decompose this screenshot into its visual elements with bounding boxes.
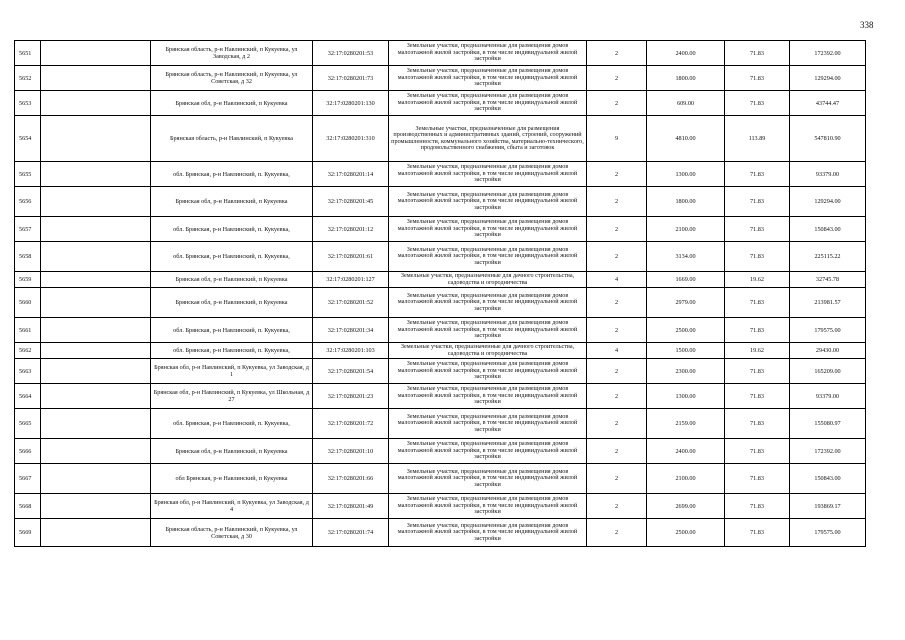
row-permitted-use: Земельные участки, предназначенные для дачного строительства, садоводства и огородничества [389, 343, 587, 359]
row-permitted-use: Земельные участки, предназначенные для размещения домов малоэтажной жилой застройки, в том числе индивидуальной жилой застройки [389, 217, 587, 242]
row-cadastral-value: 32745.78 [790, 272, 866, 288]
row-cadastral-number: 32:17:0280201:103 [313, 343, 389, 359]
row-cadastral-number: 32:17:0280201:10 [313, 439, 389, 464]
row-spacer [41, 494, 151, 519]
table-row [15, 318, 866, 343]
table-row [15, 116, 866, 162]
row-area: 2500.00 [647, 519, 725, 547]
page-number: 338 [860, 20, 874, 30]
row-cadastral-value: 213981.57 [790, 288, 866, 318]
row-area: 2100.00 [647, 464, 725, 494]
row-specific-value: 71.83 [725, 217, 790, 242]
row-number: 5664 [15, 384, 41, 409]
row-category: 2 [587, 409, 647, 439]
row-category: 2 [587, 318, 647, 343]
row-specific-value: 113.89 [725, 116, 790, 162]
row-cadastral-number: 32:17:0280201:73 [313, 66, 389, 91]
row-specific-value: 71.83 [725, 41, 790, 66]
row-specific-value: 71.83 [725, 288, 790, 318]
table-row [15, 343, 866, 359]
row-address: обл. Брянская, р-н Навлинский, п. Кукуевка, [151, 409, 313, 439]
row-cadastral-number: 32:17:0280201:72 [313, 409, 389, 439]
row-address: обл. Брянская, р-н Навлинский, п. Кукуевка, [151, 343, 313, 359]
row-area: 2159.00 [647, 409, 725, 439]
row-cadastral-number: 32:17:0280201:310 [313, 116, 389, 162]
row-cadastral-value: 129294.00 [790, 187, 866, 217]
row-category: 2 [587, 464, 647, 494]
row-address: Брянская область, р-н Навлинский, п Кукуевка, ул Заводская, д 2 [151, 41, 313, 66]
row-cadastral-number: 32:17:0280201:53 [313, 41, 389, 66]
row-category: 2 [587, 439, 647, 464]
row-permitted-use: Земельные участки, предназначенные для размещения домов малоэтажной жилой застройки, в том числе индивидуальной жилой застройки [389, 242, 587, 272]
row-number: 5655 [15, 162, 41, 187]
row-category: 9 [587, 116, 647, 162]
table-row [15, 217, 866, 242]
row-area: 1800.00 [647, 66, 725, 91]
row-address: обл. Брянская, р-н Навлинский, п. Кукуевка, [151, 162, 313, 187]
row-spacer [41, 66, 151, 91]
row-number: 5663 [15, 359, 41, 384]
row-specific-value: 71.83 [725, 439, 790, 464]
row-spacer [41, 91, 151, 116]
row-spacer [41, 242, 151, 272]
cadastral-value-table [14, 40, 866, 547]
row-specific-value: 19.62 [725, 272, 790, 288]
row-address: Брянская область, р-н Навлинский, п Кукуевка [151, 116, 313, 162]
row-number: 5656 [15, 187, 41, 217]
table-row [15, 66, 866, 91]
row-specific-value: 71.83 [725, 519, 790, 547]
row-permitted-use: Земельные участки, предназначенные для размещения домов малоэтажной жилой застройки, в том числе индивидуальной жилой застройки [389, 41, 587, 66]
row-cadastral-number: 32:17:0280201:74 [313, 519, 389, 547]
row-spacer [41, 359, 151, 384]
table-row [15, 494, 866, 519]
row-cadastral-value: 165209.00 [790, 359, 866, 384]
row-permitted-use: Земельные участки, предназначенные для размещения домов малоэтажной жилой застройки, в том числе индивидуальной жилой застройки [389, 288, 587, 318]
row-area: 1800.00 [647, 187, 725, 217]
table-row [15, 162, 866, 187]
row-spacer [41, 343, 151, 359]
row-cadastral-value: 547810.90 [790, 116, 866, 162]
row-permitted-use: Земельные участки, предназначенные для размещения домов малоэтажной жилой застройки, в том числе индивидуальной жилой застройки [389, 439, 587, 464]
row-category: 4 [587, 272, 647, 288]
row-address: обл. Брянская, р-н Навлинский, п. Кукуевка, [151, 318, 313, 343]
row-address: Брянская область, р-н Навлинский, п Кукуевка, ул Советская, д 32 [151, 66, 313, 91]
row-specific-value: 71.83 [725, 91, 790, 116]
row-spacer [41, 116, 151, 162]
row-specific-value: 71.83 [725, 409, 790, 439]
row-spacer [41, 318, 151, 343]
row-cadastral-number: 32:17:0280201:12 [313, 217, 389, 242]
row-specific-value: 71.83 [725, 187, 790, 217]
row-cadastral-number: 32:17:0280201:54 [313, 359, 389, 384]
row-spacer [41, 217, 151, 242]
row-number: 5660 [15, 288, 41, 318]
row-category: 2 [587, 359, 647, 384]
row-specific-value: 71.83 [725, 384, 790, 409]
row-category: 2 [587, 384, 647, 409]
table-row [15, 464, 866, 494]
row-number: 5653 [15, 91, 41, 116]
row-number: 5665 [15, 409, 41, 439]
row-permitted-use: Земельные участки, предназначенные для размещения домов малоэтажной жилой застройки, в том числе индивидуальной жилой застройки [389, 162, 587, 187]
row-category: 2 [587, 217, 647, 242]
row-cadastral-value: 29430.00 [790, 343, 866, 359]
row-address: Брянская обл, р-н Навлинский, п Кукуевка [151, 272, 313, 288]
row-number: 5652 [15, 66, 41, 91]
row-area: 609.00 [647, 91, 725, 116]
row-cadastral-number: 32:17:0280201:45 [313, 187, 389, 217]
row-cadastral-value: 225115.22 [790, 242, 866, 272]
table-row [15, 359, 866, 384]
row-spacer [41, 439, 151, 464]
row-cadastral-value: 179575.00 [790, 519, 866, 547]
row-permitted-use: Земельные участки, предназначенные для размещения домов малоэтажной жилой застройки, в том числе индивидуальной жилой застройки [389, 494, 587, 519]
row-number: 5669 [15, 519, 41, 547]
row-permitted-use: Земельные участки, предназначенные для размещения домов малоэтажной жилой застройки, в том числе индивидуальной жилой застройки [389, 187, 587, 217]
row-category: 2 [587, 66, 647, 91]
row-permitted-use: Земельные участки, предназначенные для дачного строительства, садоводства и огородничества [389, 272, 587, 288]
row-category: 2 [587, 41, 647, 66]
row-area: 2979.00 [647, 288, 725, 318]
row-spacer [41, 384, 151, 409]
row-permitted-use: Земельные участки, предназначенные для размещения домов малоэтажной жилой застройки, в том числе индивидуальной жилой застройки [389, 464, 587, 494]
table-row [15, 439, 866, 464]
row-cadastral-number: 32:17:0280201:127 [313, 272, 389, 288]
row-address: Брянская обл, р-н Навлинский, п Кукуевка [151, 288, 313, 318]
row-category: 2 [587, 162, 647, 187]
row-number: 5661 [15, 318, 41, 343]
row-specific-value: 71.83 [725, 66, 790, 91]
table-row [15, 384, 866, 409]
row-spacer [41, 288, 151, 318]
row-area: 1500.00 [647, 343, 725, 359]
row-number: 5667 [15, 464, 41, 494]
row-cadastral-number: 32:17:0280201:34 [313, 318, 389, 343]
row-cadastral-number: 32:17:0280201:52 [313, 288, 389, 318]
row-area: 4810.00 [647, 116, 725, 162]
row-number: 5662 [15, 343, 41, 359]
row-cadastral-number: 32:17:0280201:14 [313, 162, 389, 187]
row-specific-value: 71.83 [725, 162, 790, 187]
table-row [15, 187, 866, 217]
row-area: 1300.00 [647, 384, 725, 409]
row-number: 5651 [15, 41, 41, 66]
row-permitted-use: Земельные участки, предназначенные для размещения домов малоэтажной жилой застройки, в том числе индивидуальной жилой застройки [389, 66, 587, 91]
row-cadastral-number: 32:17:0280201:130 [313, 91, 389, 116]
row-category: 4 [587, 343, 647, 359]
row-permitted-use: Земельные участки, предназначенные для размещения домов малоэтажной жилой застройки, в том числе индивидуальной жилой застройки [389, 519, 587, 547]
table-row [15, 409, 866, 439]
row-cadastral-value: 93379.00 [790, 384, 866, 409]
table-row [15, 242, 866, 272]
row-cadastral-value: 172392.00 [790, 439, 866, 464]
row-address: Брянская обл, р-н Навлинский, п Кукуевка [151, 91, 313, 116]
row-cadastral-value: 93379.00 [790, 162, 866, 187]
row-cadastral-value: 150843.00 [790, 217, 866, 242]
row-category: 2 [587, 494, 647, 519]
row-category: 2 [587, 519, 647, 547]
table-row [15, 519, 866, 547]
row-cadastral-value: 193869.17 [790, 494, 866, 519]
row-area: 1669.00 [647, 272, 725, 288]
row-cadastral-value: 155080.97 [790, 409, 866, 439]
row-spacer [41, 162, 151, 187]
row-area: 3134.00 [647, 242, 725, 272]
row-category: 2 [587, 288, 647, 318]
row-permitted-use: Земельные участки, предназначенные для размещения домов малоэтажной жилой застройки, в том числе индивидуальной жилой застройки [389, 409, 587, 439]
row-address: Брянская обл, р-н Навлинский, п Кукуевка, ул Заводская, д 4 [151, 494, 313, 519]
row-specific-value: 71.83 [725, 242, 790, 272]
row-permitted-use: Земельные участки, предназначенные для размещения домов малоэтажной жилой застройки, в том числе индивидуальной жилой застройки [389, 359, 587, 384]
row-number: 5654 [15, 116, 41, 162]
table-row [15, 272, 866, 288]
row-address: Брянская область, р-н Навлинский, п Кукуевка, ул Советская, д 30 [151, 519, 313, 547]
row-permitted-use: Земельные участки, предназначенные для размещения домов малоэтажной жилой застройки, в том числе индивидуальной жилой застройки [389, 91, 587, 116]
row-area: 2699.00 [647, 494, 725, 519]
row-specific-value: 71.83 [725, 359, 790, 384]
row-spacer [41, 187, 151, 217]
row-address: Брянская обл, р-н Навлинский, п Кукуевка, ул Школьная, д 27 [151, 384, 313, 409]
row-cadastral-number: 32:17:0280201:66 [313, 464, 389, 494]
row-category: 2 [587, 91, 647, 116]
row-area: 2100.00 [647, 217, 725, 242]
row-specific-value: 71.83 [725, 464, 790, 494]
row-number: 5657 [15, 217, 41, 242]
row-specific-value: 19.62 [725, 343, 790, 359]
row-number: 5659 [15, 272, 41, 288]
table-row [15, 288, 866, 318]
row-category: 2 [587, 187, 647, 217]
row-address: обл Брянская, р-н Навлинский, п Кукуевка [151, 464, 313, 494]
row-address: обл. Брянская, р-н Навлинский, п. Кукуевка, [151, 217, 313, 242]
row-number: 5668 [15, 494, 41, 519]
row-cadastral-value: 172392.00 [790, 41, 866, 66]
row-area: 1300.00 [647, 162, 725, 187]
row-cadastral-value: 43744.47 [790, 91, 866, 116]
row-spacer [41, 409, 151, 439]
row-area: 2300.00 [647, 359, 725, 384]
row-area: 2400.00 [647, 41, 725, 66]
row-specific-value: 71.83 [725, 494, 790, 519]
row-number: 5658 [15, 242, 41, 272]
row-spacer [41, 41, 151, 66]
row-spacer [41, 272, 151, 288]
table-row [15, 91, 866, 116]
row-spacer [41, 519, 151, 547]
row-area: 2400.00 [647, 439, 725, 464]
row-cadastral-number: 32:17:0280201:49 [313, 494, 389, 519]
row-cadastral-value: 150843.00 [790, 464, 866, 494]
row-spacer [41, 464, 151, 494]
table-row [15, 41, 866, 66]
row-cadastral-number: 32:17:0280201:23 [313, 384, 389, 409]
row-category: 2 [587, 242, 647, 272]
row-cadastral-number: 32:17:0280201:61 [313, 242, 389, 272]
row-permitted-use: Земельные участки, предназначенные для размещения домов малоэтажной жилой застройки, в том числе индивидуальной жилой застройки [389, 384, 587, 409]
row-area: 2500.00 [647, 318, 725, 343]
row-address: Брянская обл, р-н Навлинский, п Кукуевка, ул Заводская, д 1 [151, 359, 313, 384]
row-address: Брянская обл, р-н Навлинский, п Кукуевка [151, 439, 313, 464]
row-specific-value: 71.83 [725, 318, 790, 343]
row-number: 5666 [15, 439, 41, 464]
row-cadastral-value: 129294.00 [790, 66, 866, 91]
row-cadastral-value: 179575.00 [790, 318, 866, 343]
row-address: обл. Брянская, р-н Навлинский, п. Кукуевка, [151, 242, 313, 272]
row-address: Брянская обл, р-н Навлинский, п Кукуевка [151, 187, 313, 217]
row-permitted-use: Земельные участки, предназначенные для размещения производственных и административных зданий, строений, сооружений промышленности, коммунального хозяйства, материально-технического, продовольственного снабжения, сбыта и заготовок [389, 116, 587, 162]
row-permitted-use: Земельные участки, предназначенные для размещения домов малоэтажной жилой застройки, в том числе индивидуальной жилой застройки [389, 318, 587, 343]
